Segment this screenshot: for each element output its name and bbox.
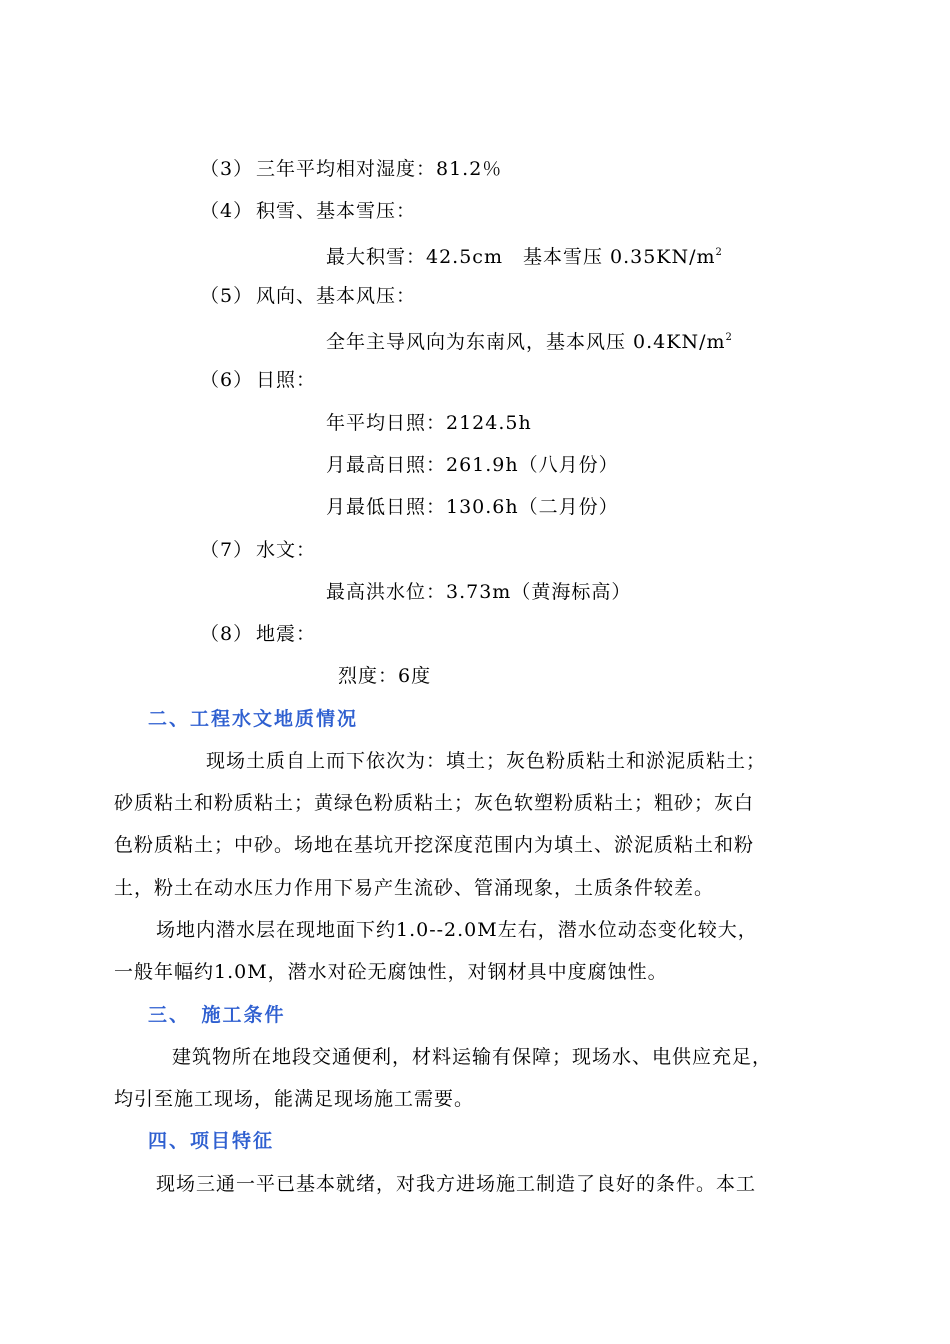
section-heading-conditions: 三、 施工条件 — [148, 1004, 286, 1026]
humidity-item — [200, 156, 502, 182]
conditions-paragraph-line: 均引至施工现场，能满足现场施工需要。 — [114, 1088, 475, 1110]
snow-text: 积雪、基本雪压： — [256, 200, 417, 222]
groundwater-paragraph-line: 一般年幅约1.0M，潜水对砼无腐蚀性，对钢材具中度腐蚀性。 — [114, 961, 668, 983]
superscript: 2 — [725, 332, 733, 343]
item-number: （5） — [200, 285, 254, 307]
flood-level: 最高洪水位：3.73m（黄海标高） — [326, 581, 632, 603]
earthquake-intensity: 烈度：6度 — [338, 665, 432, 687]
features-paragraph-line: 现场三通一平已基本就绪，对我方进场施工制造了良好的条件。本工 — [156, 1173, 757, 1195]
item-number: （8） — [200, 623, 254, 645]
earthquake-item — [200, 621, 316, 647]
sunshine-max: 月最高日照：261.9h（八月份） — [326, 454, 619, 476]
groundwater-paragraph-line: 场地内潜水层在现地面下约1.0--2.0M左右，潜水位动态变化较大， — [156, 919, 758, 941]
wind-text: 风向、基本风压： — [256, 285, 417, 307]
sunshine-min: 月最低日照：130.6h（二月份） — [326, 496, 619, 518]
conditions-paragraph-line: 建筑物所在地段交通便利，材料运输有保障；现场水、电供应充足， — [172, 1046, 773, 1068]
geology-paragraph-line: 土，粉土在动水压力作用下易产生流砂、管涌现象，土质条件较差。 — [114, 877, 715, 899]
sunshine-text: 日照： — [256, 369, 317, 391]
hydrology-item — [200, 537, 316, 563]
geology-paragraph-line: 砂质粘土和粉质粘土；黄绿色粉质粘土；灰色软塑粉质粘土；粗砂；灰白 — [114, 792, 755, 814]
hydrology-text: 水文： — [256, 539, 317, 561]
wind-detail: 全年主导风向为东南风，基本风压 $0.4KN/m^2$ — [326, 331, 733, 353]
item-number: （7） — [200, 539, 254, 561]
humidity-text: 三年平均相对湿度：81.2％ — [256, 158, 503, 180]
item-number: （4） — [200, 200, 254, 222]
section-heading-geology: 二、工程水文地质情况 — [148, 708, 359, 730]
snow-detail: 最大积雪：42.5cm 基本雪压 $0.35KN/m^2$ — [326, 246, 723, 268]
item-number: （3） — [200, 158, 254, 180]
geology-paragraph-line: 现场土质自上而下依次为：填土；灰色粉质粘土和淤泥质粘土； — [206, 750, 767, 772]
snow-item — [200, 198, 416, 224]
wind-item — [200, 283, 416, 309]
sunshine-annual: 年平均日照：2124.5h — [326, 412, 532, 434]
sunshine-item — [200, 367, 316, 393]
geology-paragraph-line: 色粉质粘土；中砂。场地在基坑开挖深度范围内为填土、淤泥质粘土和粉 — [114, 834, 755, 856]
section-heading-features: 四、项目特征 — [148, 1130, 275, 1152]
item-number: （6） — [200, 369, 254, 391]
superscript: 2 — [715, 247, 723, 258]
earthquake-text: 地震： — [256, 623, 317, 645]
